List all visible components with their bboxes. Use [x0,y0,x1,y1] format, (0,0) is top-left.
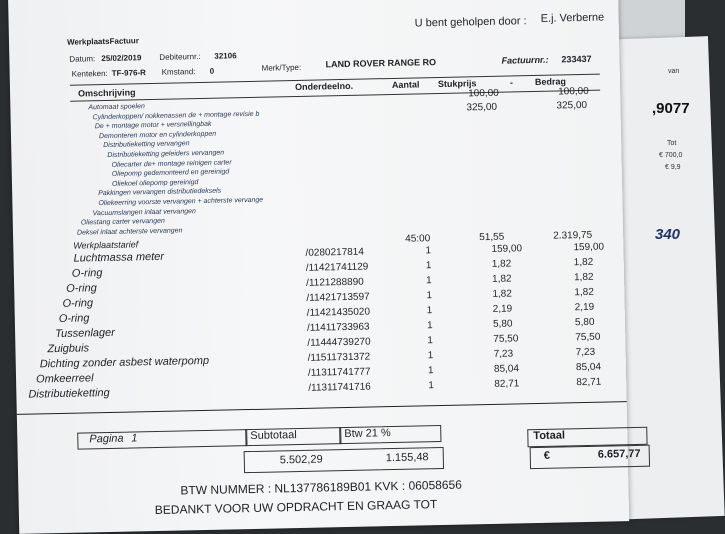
col-quantity: Aantal [391,79,420,90]
part-number: /11444739270 [307,336,371,349]
part-number: /1121288890 [306,276,364,289]
col-amount: Bedrag [534,76,567,87]
operation-line: Automaat spoelen [88,103,145,112]
debtor-label: Debiteurnr.: [159,51,201,62]
op-amount-1: 100,00 [558,85,589,98]
labour-rate: 51,55 [479,231,505,244]
part-name: O-ring [58,312,90,326]
part-name: Luchtmassa meter [73,250,165,265]
license-plate: TF-976-R [111,68,147,78]
helped-by-label: U bent geholpen door : [414,15,527,30]
part-amount: 7,23 [575,346,596,359]
model-label: Merk/Type: [261,62,302,73]
labour-label: Werkplaatstarief [73,239,139,251]
part-name: Zuigbuis [47,342,90,356]
labour-amount: 2.319,75 [553,229,593,242]
part-quantity: 1 [426,290,433,302]
debtor-number: 32106 [214,51,237,61]
part-amount: 75,50 [575,331,601,344]
subtotal-label: Subtotaal [250,429,297,443]
doc-type: WerkplaatsFactuur [66,36,139,47]
part-quantity: 1 [425,275,432,287]
part-unit-price: 159,00 [491,243,523,255]
part-name: Tussenlager [55,326,115,341]
part-name: Omkeerreel [35,372,94,386]
part-number: /11421741129 [305,261,369,274]
part-number: /0280217814 [305,246,365,259]
part-amount: 82,71 [576,376,602,389]
date-label: Datum: [69,54,96,64]
operation-line: Distributieketting vervangen [103,140,190,150]
page-label: Pagina [89,432,124,446]
plate-label: Kenteken: [71,68,108,79]
part-unit-price: 75,50 [493,333,519,345]
invoice-date: 25/02/2019 [101,53,142,64]
part-unit-price: 82,71 [494,378,520,390]
part-name: Distributieketting [28,386,110,401]
invoice-sheet [8,0,641,534]
vat-value: 1.155,48 [385,451,429,465]
invoice-number-label: Factuurnr.: [501,54,549,66]
part-amount: 2,19 [574,301,595,314]
part-number: /11421435020 [306,306,371,319]
part-quantity: 1 [425,245,432,257]
vehicle-model: LAND ROVER RANGE RO [325,57,437,70]
currency-symbol: € [543,449,551,462]
second-doc-value: ,9077 [652,100,690,117]
op-unit-1: 100,00 [468,87,499,100]
part-number: /11411733963 [306,321,370,334]
second-doc-handwritten: 340 [655,226,681,243]
part-quantity: 1 [427,350,434,362]
col-part-no: Onderdeelno. [294,80,354,93]
thanks-line: BEDANKT VOOR UW OPDRACHT EN GRAAG TOT [154,497,438,518]
part-quantity: 1 [426,305,433,317]
km-value: 0 [209,66,215,76]
page-number: 1 [131,432,138,445]
part-unit-price: 1,82 [492,288,512,300]
operation-line: Pakkingen vervangen distributiedeksels [98,187,222,198]
part-quantity: 1 [427,365,434,377]
part-quantity: 1 [425,260,432,272]
part-amount: 85,04 [575,361,602,374]
labour-hours: 45:00 [405,233,431,245]
part-number: /11511731372 [307,351,371,364]
part-amount: 5,80 [574,316,595,329]
operation-line: Oliepomp gedemonteerd en gereinigd [111,168,230,179]
part-name: O-ring [66,282,97,295]
vat-label: Btw 21 % [344,427,391,441]
operation-line: Oliekeerring voorste vervangen + achterste vervange [98,196,264,208]
part-quantity: 1 [426,320,433,332]
part-unit-price: 1,82 [491,273,512,285]
part-unit-price: 5,80 [492,318,513,330]
invoice-number: 233437 [561,53,592,65]
part-amount: 159,00 [573,241,605,254]
part-amount: 1,82 [574,286,594,299]
part-amount: 1,82 [573,256,594,269]
part-name: O-ring [62,297,94,310]
km-label: Kmstand: [161,67,196,77]
operation-line: Oliecarter de+ montage reinigen carter [111,158,232,169]
col-description: Omschrijving [77,87,136,99]
operation-line: Demonteren motor en cylinderkoppen [98,130,217,140]
part-unit-price: 2,19 [492,303,513,315]
operation-line: Oliekoel oliepomp gereinigd [111,178,199,188]
footer-rule [17,401,627,415]
helped-by-name: E.j. Verberne [540,11,605,25]
op-amount-2: 325,00 [556,99,588,112]
operation-line: De + montage motor + versnellingbak [94,120,212,131]
op-unit-2: 325,00 [466,101,498,114]
subtotal-value: 5.502,29 [279,453,323,467]
part-quantity: 1 [428,380,434,392]
part-name: Dichting zonder asbest waterpomp [39,354,210,371]
col-unit-price: Stukprijs [437,78,477,90]
part-unit-price: 1,82 [491,258,512,270]
part-unit-price: 7,23 [493,348,514,360]
column-header-rule [70,87,600,102]
operation-line: Cylinderkoppen/ nokkenassen de + montage revisie b [92,110,260,121]
part-number: /11421713597 [306,291,370,304]
col-dash: - [509,77,514,88]
second-doc-line-1: Tot [667,140,677,147]
part-number: /11311741777 [307,366,371,379]
part-amount: 1,82 [573,271,594,284]
operation-line: Oliestang carter vervangen [80,217,165,227]
second-doc-line-3: € 9,9 [665,164,681,171]
operation-line: Deksel inlaat achterste vervangen [76,227,183,237]
part-unit-price: 85,04 [493,363,520,375]
total-value: 6.657,77 [597,447,641,461]
part-number: /11311741716 [308,381,371,394]
total-label: Totaal [533,429,566,443]
operation-line: Distributieketting geleiders vervangen [107,149,225,159]
vat-number-line: BTW NUMMER : NL137786189B01 KVK : 06058656 [180,477,463,498]
part-quantity: 1 [427,335,434,347]
second-doc-corner: van [668,68,680,75]
second-doc-line-2: € 700,0 [659,152,683,159]
part-name: O-ring [71,267,103,280]
operation-line: Vacuumslangen inlaat vervangen [92,207,196,217]
